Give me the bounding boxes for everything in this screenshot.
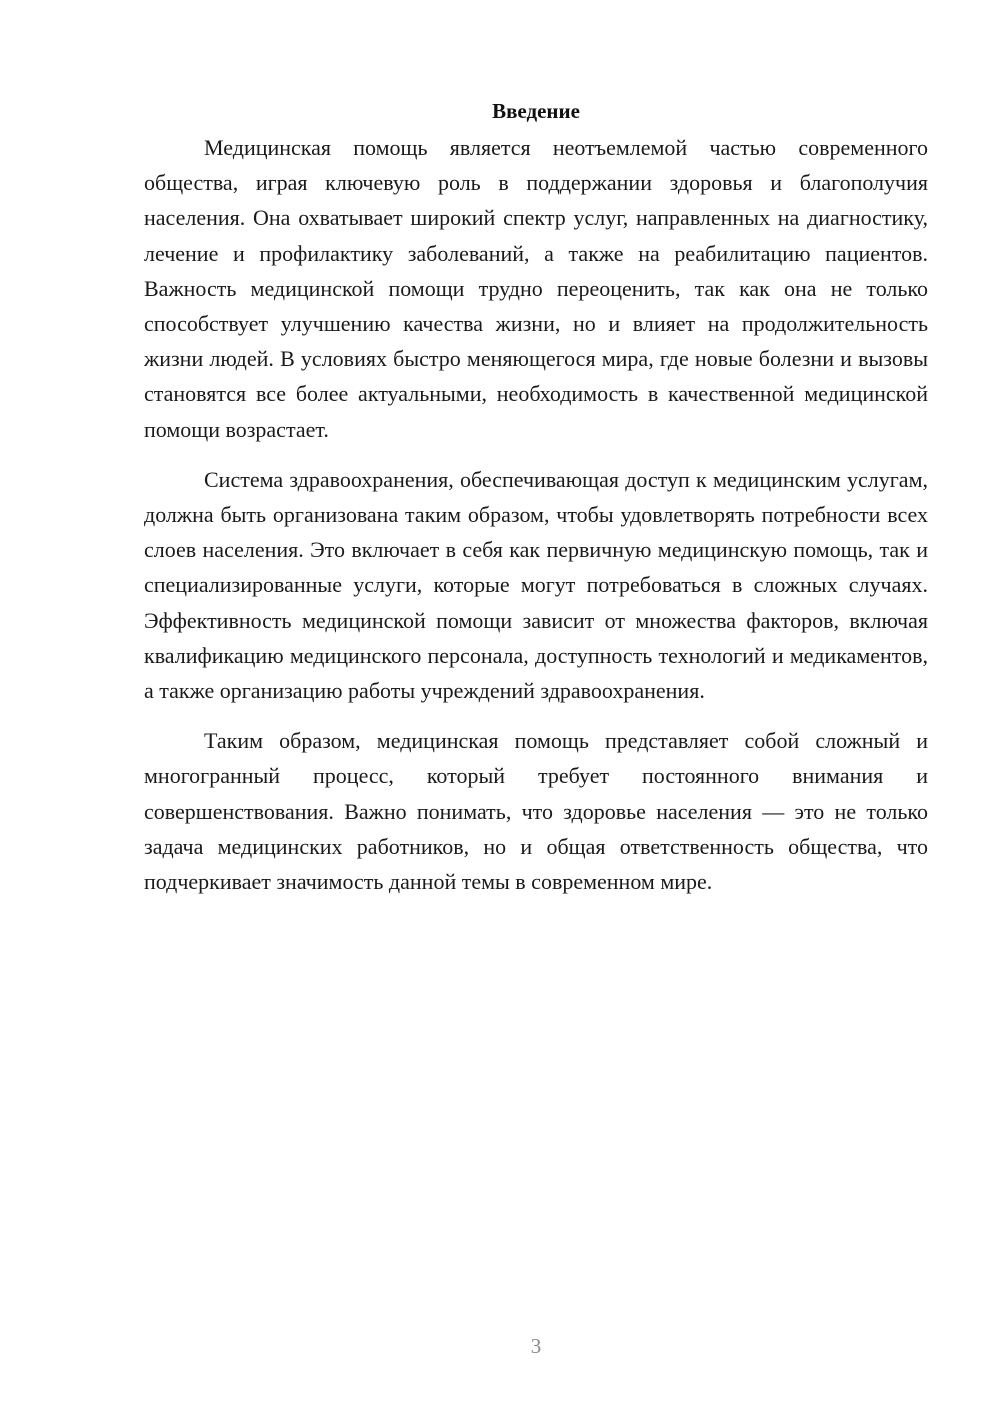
paragraph-1: Медицинская помощь является неотъемлемой частью современного общества, играя ключевую роль в поддержании здоровья и благополучия населения. Она охватывает широкий спектр услуг, направленных на диагностику, лечение и профилактику заболеваний, а также на реабилитацию пациентов. Важность медицинской помощи трудно переоценить, так как она не только способствует улучшению качества жизни, но и влияет на продолжительность жизни людей. В условиях быстро меняющегося мира, где новые болезни и вызовы становятся все более актуальными, необходимость в качественной медицинской помощи возрастает.	[144, 135, 928, 442]
section-title: Введение	[492, 99, 580, 123]
document-page	[144, 96, 928, 914]
paragraph-3: Таким образом, медицинская помощь представляет собой сложный и многогранный процесс, который требует постоянного внимания и совершенствования. Важно понимать, что здоровье населения — это не только задача медицинских работников, но и общая ответственность общества, что подчеркивает значимость данной темы в современном мире.	[144, 728, 928, 895]
paragraph-2: Система здравоохранения, обеспечивающая доступ к медицинским услугам, должна быть организована таким образом, чтобы удовлетворять потребности всех слоев населения. Это включает в себя как первичную медицинскую помощь, так и специализированные услуги, которые могут потребоваться в сложных случаях. Эффективность медицинской помощи зависит от множества факторов, включая квалификацию медицинского персонала, доступность технологий и медикаментов, а также организацию работы учреждений здравоохранения.	[144, 466, 928, 704]
page-number: 3	[530, 1334, 542, 1358]
